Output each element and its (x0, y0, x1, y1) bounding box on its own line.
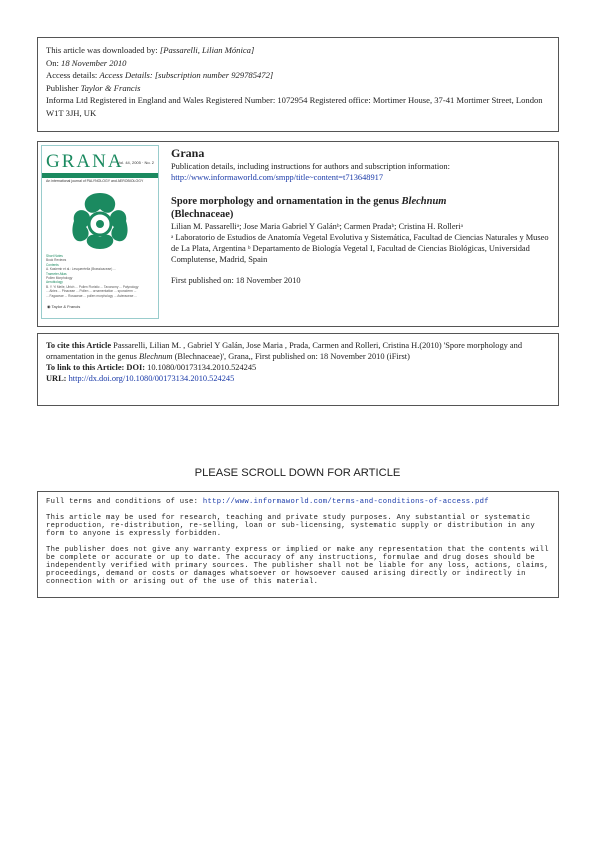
article-info-box (37, 141, 559, 327)
scroll-down-notice: PLEASE SCROLL DOWN FOR ARTICLE (194, 467, 401, 479)
cover-subtitle: An international journal of PALYNOLOGY and AEROBIOLOGY (46, 179, 144, 183)
download-date-line: On: 18 November 2010 (46, 57, 127, 68)
access-details-line: Access details: Access Details: [subscription number 929785472] (46, 70, 274, 81)
doi-url-link[interactable]: http://dx.doi.org/10.1080/00173134.2010.524245 (66, 374, 235, 383)
url-line: URL: http://dx.doi.org/10.1080/00173134.2010.524245 (46, 374, 235, 383)
publisher-value: Taylor & Francis (80, 82, 141, 93)
terms-disclaimer-paragraph: The publisher does not give any warranty express or implied or make any representation that the contents will be complete or accurate or up to date. The accuracy of any instructions, formulae and drug doses should be independently verified with primary sources. The publisher shall not be liable for any loss, actions, claims, proceedings, demand or costs or damages whatsoever or howsoever caused arising directly or indirectly in connection with or arising out of the use of this material. (46, 546, 549, 586)
terms-usage-paragraph: This article may be used for research, teaching and private study purposes. Any substantial or systematic reproduction, re-distribution, re-selling, loan or sub-licensing, systematic supply or distribution in any form to anyone is expressly forbidden. (46, 514, 535, 538)
journal-cover-image (41, 145, 159, 319)
downloaded-by-line: This article was downloaded by: [Passarelli, Lilian Mónica] (46, 45, 255, 55)
citation-box (37, 333, 559, 406)
access-details-value: Access Details: [subscription number 929785472] (99, 70, 274, 81)
doi-line: To link to this Article: DOI: 10.1080/00173134.2010.524245 (46, 363, 257, 372)
publication-details: Publication details, including instructions for authors and subscription information: (171, 162, 450, 171)
terms-box (37, 491, 559, 598)
publisher-line: Publisher Taylor & Francis (46, 82, 141, 93)
article-text (171, 148, 551, 286)
article-authors: Lilian M. Passarelliᵃ; Jose Maria Gabriel Y Galánᵇ; Carmen Pradaᵇ; Cristina H. Rolleriᵃ (171, 222, 463, 231)
pollen-logo-icon (68, 191, 132, 251)
article-title: Spore morphology and ornamentation in the genus Blechnum (Blechnaceae) (171, 196, 447, 220)
article-affiliation: ᵃ Laboratorio de Estudios de Anatomía Vegetal Evolutiva y Sistemática, Facultad de Ciencias Naturales y Museo de La Plata, Argentina ᵇ Departamento de Biología Vegetal I, Facultad de Ciencias Biológicas, Universidad Complutense, Madrid, Spain (171, 233, 549, 264)
cover-publisher-logo: ◉ Taylor & Francis (47, 304, 81, 309)
cover-journal-title: GRANA (46, 151, 124, 172)
download-date-value: 18 November 2010 (61, 57, 127, 68)
first-published: First published on: 18 November 2010 (171, 276, 301, 285)
terms-url-link[interactable]: http://www.informaworld.com/terms-and-conditions-of-access.pdf (202, 498, 489, 506)
downloaded-by-value: [Passarelli, Lilian Mónica] (159, 45, 255, 55)
terms-url-line: Full terms and conditions of use: http://www.informaworld.com/terms-and-conditions-of-access.pdf (46, 498, 489, 506)
cover-volume: Vol. 44, 2005 · No. 2 (117, 160, 154, 165)
journal-url-link[interactable]: http://www.informaworld.com/smpp/title~content=t713648917 (171, 173, 384, 182)
download-details-box (37, 37, 559, 132)
registered-office-line: Informa Ltd Registered in England and Wales Registered Number: 1072954 Registered office: Mortimer House, 37-41 Mortimer Street, London W1T 3JH, UK (46, 95, 543, 118)
cover-band (42, 173, 158, 178)
doi-value: 10.1080/00173134.2010.524245 (145, 363, 257, 372)
cover-table-of-contents: Short Notes Book Reviews Contents A. Kasiemir et al.: Lesqueréella (Brassicaceae) ... Trameter Atlas Pollen Morphology Aerobiology B. Y. Yi Meile, Ulrich ... Pollen Floristic ... Taxonomy ... Palynology ... Abies ... Pinaceae ... Pollen ... ornamentation ... sporoderm ... ... Fagaceae ... Rosaceae ... pollen morphology ... Asteraceae ... (46, 254, 139, 298)
journal-title: Grana (171, 146, 205, 160)
cite-article: To cite this Article Passarelli, Lilian M. , Gabriel Y Galán, Jose Maria , Prada, Carmen and Rolleri, Cristina H.(2010) 'Spore morphology and ornamentation in the genus Blechnum (Blechnaceae)', Grana,, First published on: 18 November 2010 (iFirst) (46, 341, 523, 361)
